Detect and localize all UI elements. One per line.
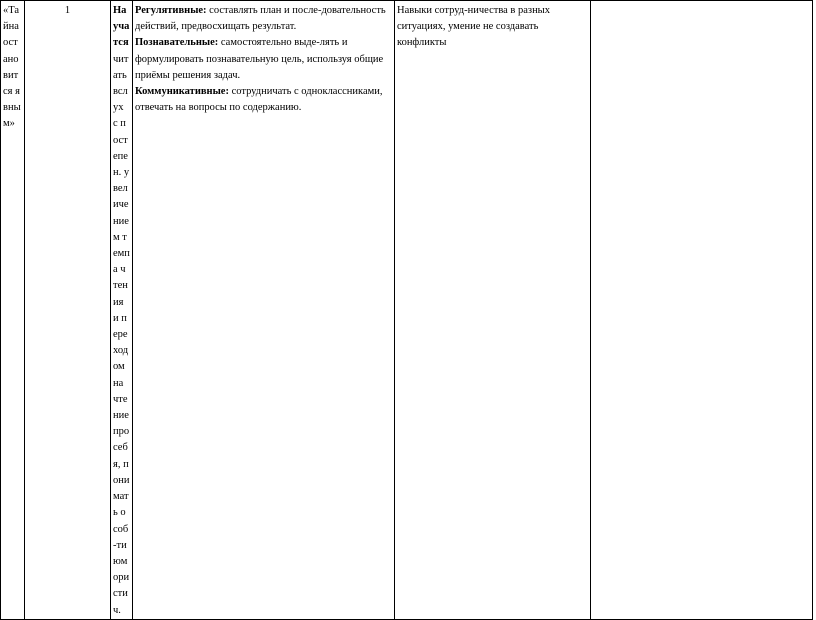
hours-value: 1 — [64, 5, 71, 16]
table-row — [1, 1, 813, 620]
cognitive-label: Познавательные: — [135, 37, 219, 49]
personal-results-cell — [395, 1, 591, 620]
activity-text: читать вслух с постепен. увеличением темпа чтения и переходом на чтение про себя, понимать особ-ти юмористич. — [113, 53, 130, 616]
empty-cell — [591, 1, 813, 620]
personal-results-text: Навыки сотруд-ничества в разных ситуациях, умение не создавать конфликты — [397, 5, 550, 49]
regulatory-text: составлять план и после-довательность действий, предвосхищать результат. — [135, 5, 386, 33]
communicative-item — [135, 84, 392, 116]
activity-cell — [111, 1, 133, 620]
topic-cell — [1, 1, 25, 620]
cognitive-text: самостоятельно выде-лять и формулировать познавательную цель, используя общие приёмы решения задач. — [135, 37, 384, 81]
regulatory-label: Регулятивные: — [135, 5, 207, 16]
hours-cell — [25, 1, 111, 620]
communicative-label: Коммуникативные: — [135, 86, 229, 98]
uud-cell — [133, 1, 395, 620]
cognitive-item — [135, 35, 392, 84]
communicative-text: сотрудничать с одноклассниками, отвечать на вопросы по содержанию. — [135, 86, 383, 114]
topic-text: «Тайна остановится явным» — [3, 5, 21, 130]
activity-heading: Научатся — [113, 5, 130, 49]
regulatory-item — [135, 3, 392, 35]
